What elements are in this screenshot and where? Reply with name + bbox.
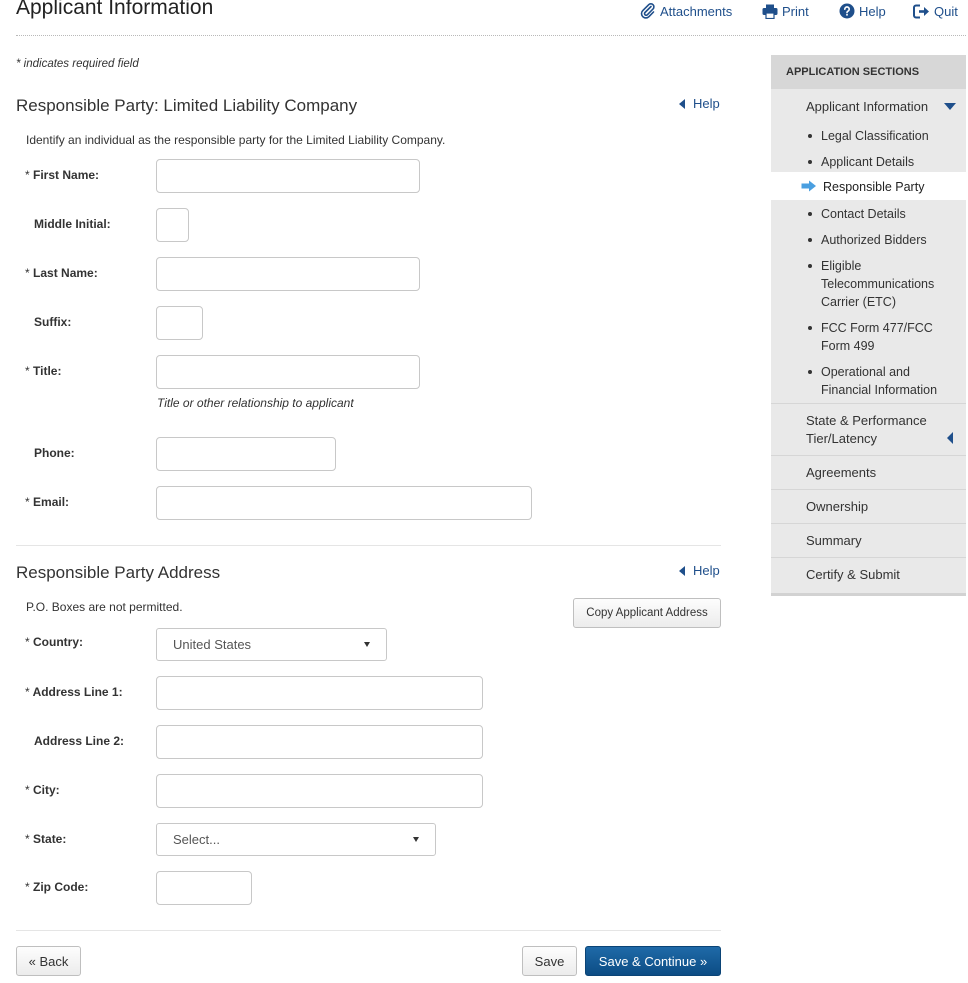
sidebar-subitem-legal-classification[interactable]: Legal Classification <box>821 127 951 145</box>
title-input[interactable] <box>156 355 420 389</box>
bullet-icon <box>808 212 812 216</box>
bullet-icon <box>808 134 812 138</box>
sidebar-divider <box>771 403 966 404</box>
copy-applicant-address-button[interactable]: Copy Applicant Address <box>573 598 721 628</box>
state-label: * State: <box>25 832 67 846</box>
sidebar-item-summary[interactable]: Summary <box>806 533 862 548</box>
question-circle-icon <box>839 3 855 19</box>
help-label: Help <box>693 563 720 578</box>
suffix-input[interactable] <box>156 306 203 340</box>
chevron-down-icon <box>364 642 370 647</box>
address-help-link[interactable] <box>679 563 720 578</box>
title-label: * Title: <box>25 364 62 378</box>
attachments-label: Attachments <box>660 3 733 19</box>
sidebar-subitem-fcc-form[interactable]: FCC Form 477/FCC Form 499 <box>821 319 946 355</box>
sidebar-item-certify-submit[interactable]: Certify & Submit <box>806 567 900 582</box>
help-top-label: Help <box>859 3 886 19</box>
sidebar-subitem-operational-financial[interactable]: Operational and Financial Information <box>821 363 951 399</box>
sidebar-divider <box>771 557 966 558</box>
address-line-2-input[interactable] <box>156 725 483 759</box>
suffix-label: Suffix: <box>34 315 72 329</box>
required-field-note: * indicates required field <box>16 58 139 70</box>
country-label: * Country: <box>25 635 84 649</box>
sign-out-icon <box>913 4 930 19</box>
address-line-2-label: Address Line 2: <box>34 734 125 748</box>
address-heading: Responsible Party Address <box>16 563 221 582</box>
sidebar-divider <box>771 455 966 456</box>
bullet-icon <box>808 264 812 268</box>
middle-initial-label: Middle Initial: <box>34 217 111 231</box>
responsible-party-intro: Identify an individual as the responsible party for the Limited Liability Company. <box>26 133 446 147</box>
save-continue-button[interactable]: Save & Continue » <box>585 946 721 976</box>
bullet-icon <box>808 326 812 330</box>
country-select[interactable] <box>156 628 387 661</box>
footer-divider <box>16 930 721 931</box>
address-line-1-input[interactable] <box>156 676 483 710</box>
city-input[interactable] <box>156 774 483 808</box>
first-name-label: * First Name: <box>25 168 100 182</box>
email-label: * Email: <box>25 495 70 509</box>
phone-label: Phone: <box>34 446 75 460</box>
bullet-icon <box>808 370 812 374</box>
sidebar-subitem-applicant-details[interactable]: Applicant Details <box>821 153 951 171</box>
save-button[interactable]: Save <box>522 946 577 976</box>
help-label: Help <box>693 96 720 111</box>
caret-left-icon <box>947 432 953 444</box>
sidebar-divider <box>771 523 966 524</box>
caret-left-icon <box>679 566 685 576</box>
address-line-1-label: * Address Line 1: <box>25 685 123 699</box>
sidebar-item-state-performance[interactable]: State & Performance Tier/Latency <box>806 413 927 446</box>
quit-label: Quit <box>934 3 958 19</box>
header-divider <box>16 35 966 36</box>
responsible-party-heading: Responsible Party: Limited Liability Company <box>16 96 358 115</box>
chevron-down-icon <box>413 837 419 842</box>
last-name-label: * Last Name: <box>25 266 98 280</box>
printer-icon <box>762 4 778 19</box>
title-hint: Title or other relationship to applicant <box>157 396 354 410</box>
email-input[interactable] <box>156 486 532 520</box>
sidebar-item-agreements[interactable]: Agreements <box>806 465 877 480</box>
back-button[interactable]: « Back <box>16 946 81 976</box>
po-box-note: P.O. Boxes are not permitted. <box>26 600 183 614</box>
caret-left-icon <box>679 99 685 109</box>
last-name-input[interactable] <box>156 257 420 291</box>
state-select[interactable] <box>156 823 436 856</box>
help-top-link[interactable] <box>839 2 886 20</box>
first-name-input[interactable] <box>156 159 420 193</box>
sidebar-item-ownership[interactable]: Ownership <box>806 499 869 514</box>
zip-code-input[interactable] <box>156 871 252 905</box>
print-label: Print <box>782 3 809 19</box>
sidebar-heading: APPLICATION SECTIONS <box>771 55 966 89</box>
city-label: * City: <box>25 783 60 797</box>
middle-initial-input[interactable] <box>156 208 189 242</box>
sidebar-subitem-etc[interactable]: Eligible Telecommunications Carrier (ETC) <box>821 257 946 311</box>
bullet-icon <box>808 238 812 242</box>
sidebar-subitem-authorized-bidders[interactable]: Authorized Bidders <box>821 231 951 249</box>
arrow-right-icon <box>801 180 817 192</box>
bullet-icon <box>808 160 812 164</box>
caret-down-icon <box>944 103 956 110</box>
phone-input[interactable] <box>156 437 336 471</box>
page-title: Applicant Information <box>16 0 214 19</box>
sidebar-item-applicant-information[interactable]: Applicant Information <box>806 99 929 114</box>
state-value: Select... <box>173 832 220 847</box>
sidebar-divider <box>771 489 966 490</box>
country-value: United States <box>173 637 252 652</box>
section-divider <box>16 545 721 546</box>
attachments-link[interactable] <box>640 2 732 20</box>
quit-link[interactable] <box>913 2 958 20</box>
zip-code-label: * Zip Code: <box>25 880 89 894</box>
application-sections-sidebar <box>771 55 966 596</box>
responsible-party-help-link[interactable] <box>679 96 720 111</box>
sidebar-subitem-responsible-party[interactable]: Responsible Party <box>823 180 925 194</box>
paperclip-icon <box>640 3 656 19</box>
sidebar-subitem-contact-details[interactable]: Contact Details <box>821 205 951 223</box>
print-link[interactable] <box>762 2 809 20</box>
